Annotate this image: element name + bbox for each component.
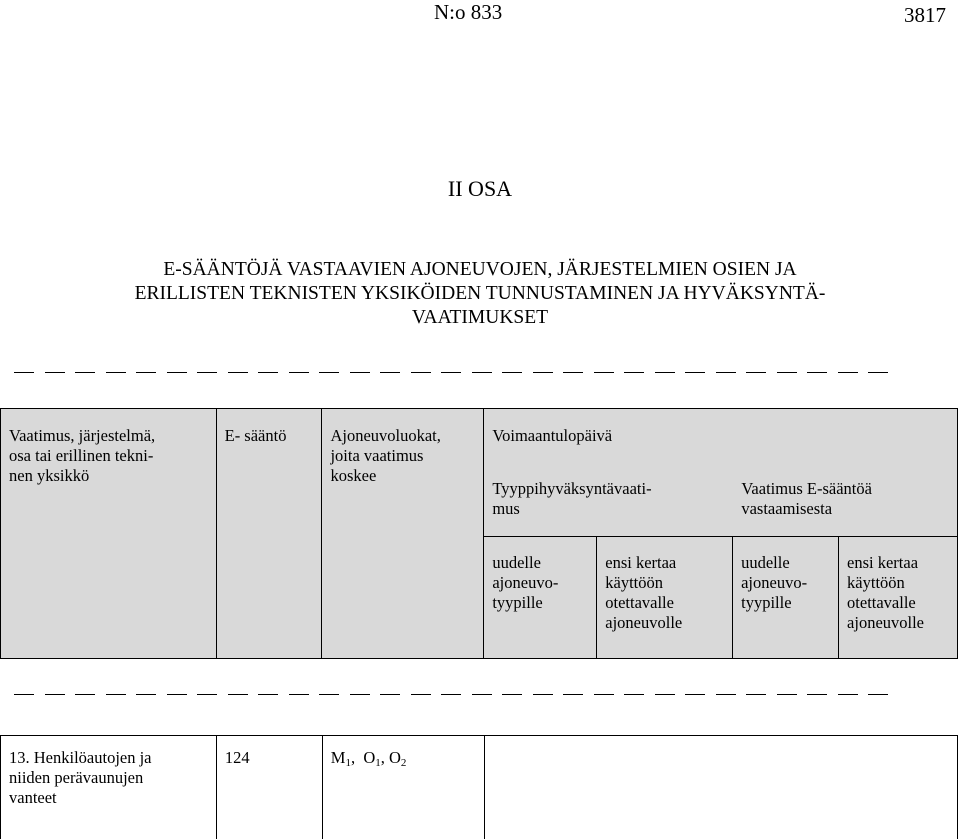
dash-segment [319,694,339,695]
dash-segment [75,372,95,373]
dash-segment [624,372,644,373]
dash-segment [167,694,187,695]
dashed-separator [8,366,878,380]
dash-segment [777,372,797,373]
dash-segment [685,372,705,373]
header-cell-effective-date: Voimaantulopäivä Tyyppihyväksyntävaati- mus Vaatimus E-sääntöä vastaamisesta [484,409,958,537]
dash-segment [14,694,34,695]
dash-segment [228,694,248,695]
dash-segment [655,372,675,373]
dash-segment [716,372,736,373]
dash-segment [197,694,217,695]
dash-segment [106,694,126,695]
header-requirement-compliance: Vaatimus E-sääntöä [741,479,872,498]
dash-segment [197,372,217,373]
header-cell-requirement: Vaatimus, järjestelmä, osa tai erillinen tekni- nen yksikkö [1,409,217,659]
dash-segment [106,372,126,373]
dash-segment [350,372,370,373]
dash-segment [380,694,400,695]
header-cell-first-use-2: ensi kertaa käyttöön otettavalle ajoneuvolle [839,537,958,659]
header-cell-regulation: E- sääntö [216,409,322,659]
dash-segment [75,694,95,695]
dash-segment [289,372,309,373]
page-number: 3817 [904,3,946,27]
header-cell-new-type: uudelle ajoneuvo- tyypille [484,537,597,659]
dash-segment [533,372,553,373]
title-line: E-SÄÄNTÖJÄ VASTAAVIEN AJONEUVOJEN, JÄRJESTELMIEN OSIEN JA [163,259,797,280]
dash-segment [380,372,400,373]
dash-segment [868,694,888,695]
dash-segment [807,694,827,695]
dash-segment [167,372,187,373]
dash-segment [502,372,522,373]
dash-segment [350,694,370,695]
dash-segment [319,372,339,373]
document-title [50,258,910,330]
requirements-header-table [0,408,958,659]
dash-segment [563,694,583,695]
dash-segment [594,694,614,695]
dash-segment [716,694,736,695]
title-line: ERILLISTEN TEKNISTEN YKSIKÖIDEN TUNNUSTAMINEN JA HYVÄKSYNTÄ- [134,283,826,304]
dash-segment [746,694,766,695]
section-heading: II OSA [447,176,513,201]
row-item-cell: 13. Henkilöautojen ja niiden perävaunujen vanteet [1,736,217,839]
dash-segment [777,694,797,695]
row-regulation-cell: 124 [216,736,322,839]
dash-segment [411,694,431,695]
dash-segment [868,372,888,373]
row-categories-cell: $M_1$, $O_1$, $O_2$ [322,736,484,839]
document-number: N:o 833 [434,0,503,24]
dash-segment [838,694,858,695]
header-cell-new-type-2: uudelle ajoneuvo- tyypille [733,537,839,659]
dash-segment [228,372,248,373]
header-cell-first-use: ensi kertaa käyttöön otettavalle ajoneuvolle [597,537,733,659]
dash-segment [563,372,583,373]
header-cell-vehicle-categories: Ajoneuvoluokat, joita vaatimus koskee [322,409,484,659]
title-line: VAATIMUKSET [411,307,549,328]
dash-segment [14,372,34,373]
dash-segment [289,694,309,695]
dash-segment [258,694,278,695]
dash-segment [807,372,827,373]
dashed-separator [8,688,878,702]
dash-segment [472,694,492,695]
header-type-approval: Tyyppihyväksyntävaati- [492,479,652,498]
dash-segment [502,694,522,695]
dash-segment [655,694,675,695]
dash-segment [411,372,431,373]
dash-segment [746,372,766,373]
dash-segment [258,372,278,373]
dash-segment [624,694,644,695]
dash-segment [685,694,705,695]
table-row [1,736,958,839]
requirements-data-table [0,735,958,839]
dash-segment [45,372,65,373]
dash-segment [441,372,461,373]
dash-segment [472,372,492,373]
row-dates-cell [484,736,957,839]
dash-segment [533,694,553,695]
dash-segment [838,372,858,373]
dash-segment [136,372,156,373]
dash-segment [594,372,614,373]
dash-segment [441,694,461,695]
dash-segment [136,694,156,695]
dash-segment [45,694,65,695]
